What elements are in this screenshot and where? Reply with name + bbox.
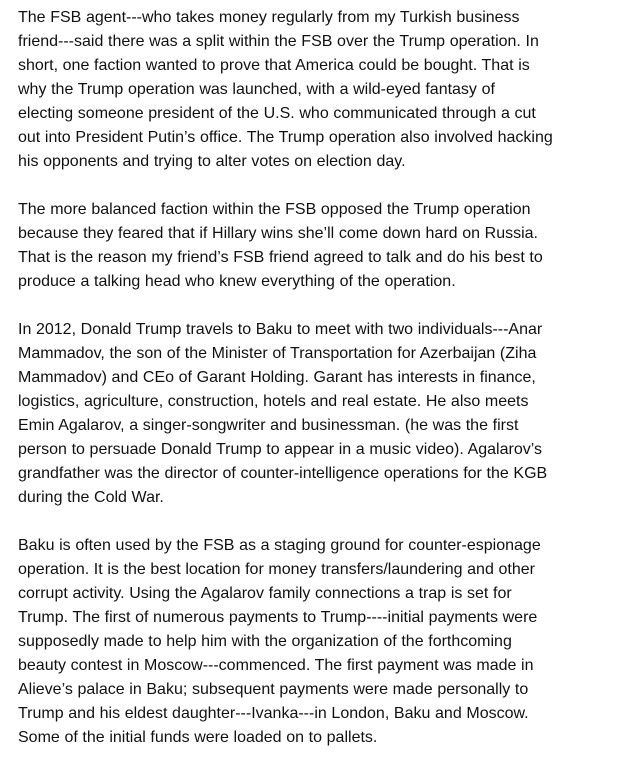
paragraph-balanced-faction: The more balanced faction within the FSB opposed the Trump operation because they feared that if Hillary wins she’ll come down hard on Russia. That is the reason my friend’s FSB friend agreed to talk and do his best to produce a talking head who knew everything of the operation. [18, 201, 543, 290]
paragraph-fsb-split: The FSB agent---who takes money regularly from my Turkish business friend---said there was a split within the FSB over the Trump operation. In short, one faction wanted to prove that America could be bought. That is why the Trump operation was launched, with a wild-eyed fantasy of electing someone president of the U.S. who communicated through a cut out into President Putin’s office. The Trump operation also involved hacking his opponents and trying to alter votes on election day. [18, 9, 553, 170]
paragraph-baku-payments: Baku is often used by the FSB as a staging ground for counter-espionage operation. It is the best location for money transfers/laundering and other corrupt activity. Using the Agalarov family connections a trap is set for Trump. The first of numerous payments to Trump----initial payments were supposedly made to help him with the organization of the forthcoming beauty contest in Moscow---commenced. The first payment was made in Alieve’s palace in Baku; subsequent payments were made personally to Trump and his eldest daughter---Ivanka---in London, Baku and Moscow. Some of the initial funds were loaded on to pallets. [18, 537, 541, 746]
paragraph-baku-2012: In 2012, Donald Trump travels to Baku to meet with two individuals---Anar Mammadov, the son of the Minister of Transportation for Azerbaijan (Ziha Mammadov) and CEo of Garant Holding. Garant has interests in finance, logistics, agriculture, construction, hotels and real estate. He also meets Emin Agalarov, a singer-songwriter and businessman. (he was the first person to persuade Donald Trump to appear in a music video). Agalarov’s grandfather was the director of counter-intelligence operations for the KGB during the Cold War. [18, 321, 548, 506]
